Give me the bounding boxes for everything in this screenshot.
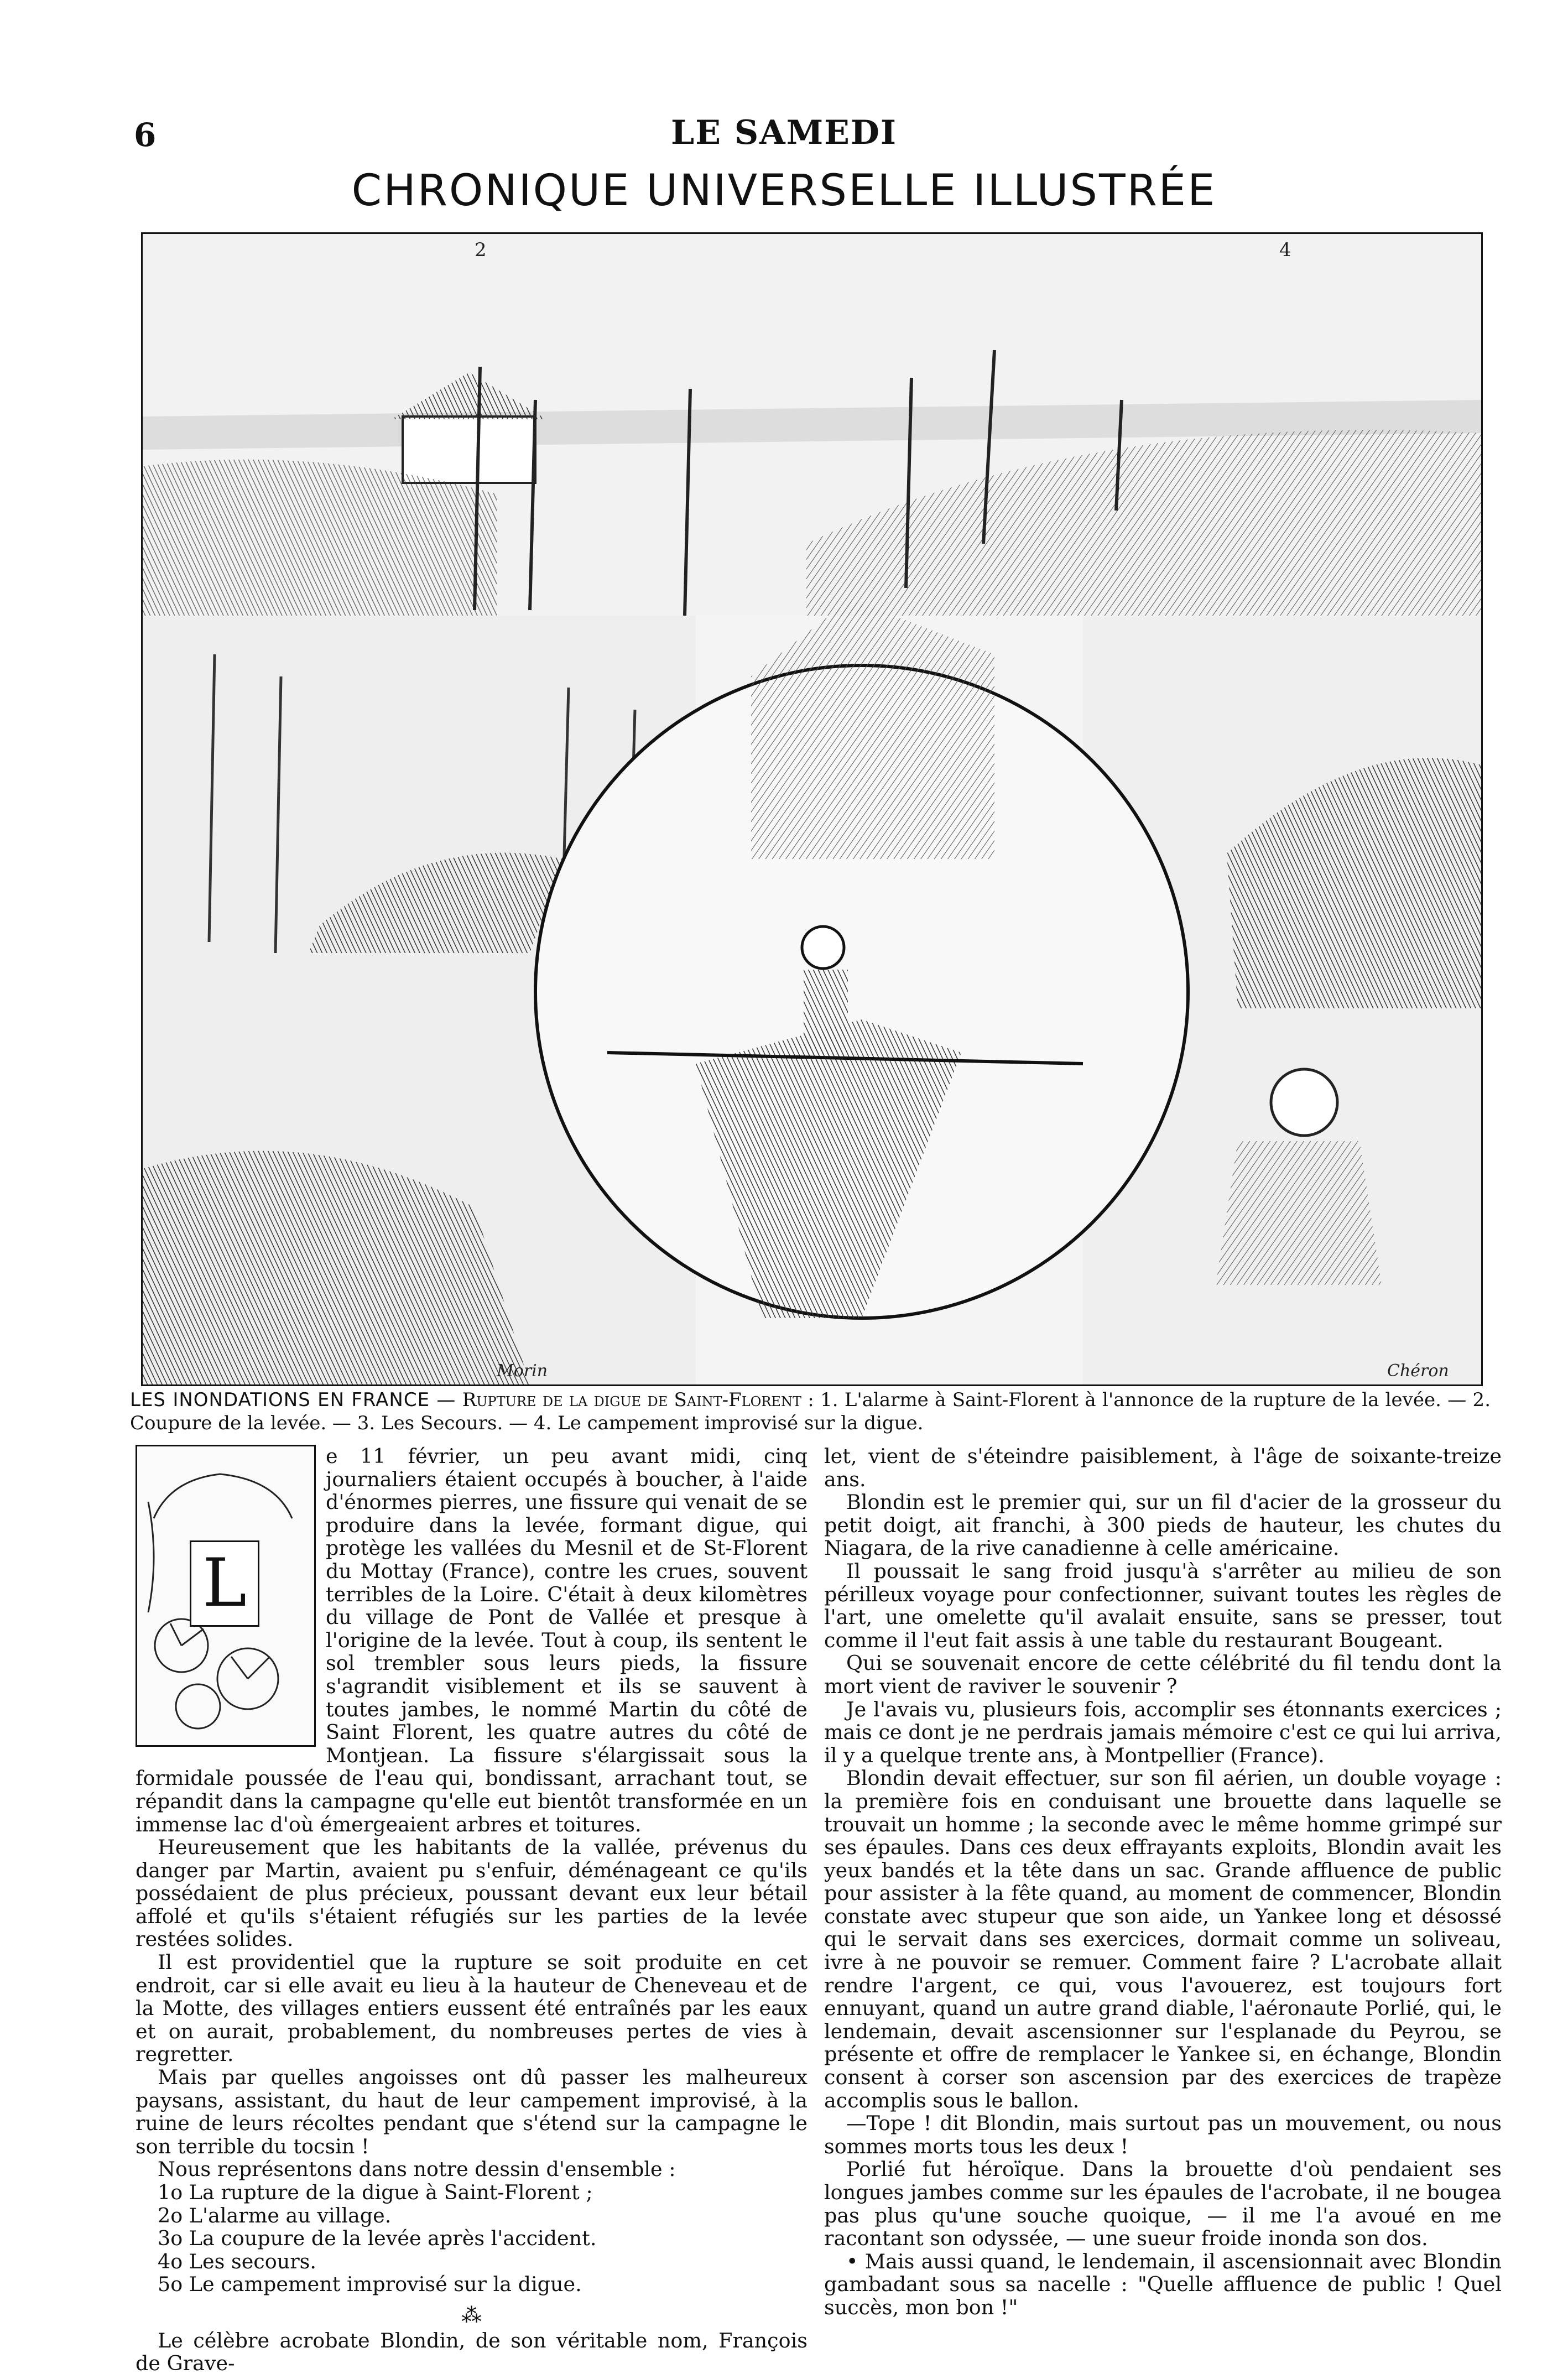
paragraph: Blondin devait effectuer, sur son fil aérien, un double voyage : la première fois en conduisant une brouette dans laquelle se trouvait un homme ; la seconde avec le même homme grimpé sur ses épaules. Dans ces deux effrayants exploits, Blondin avait les yeux bandés et la tête dans un sac. Grande affluence de public pour assister à la fête quand, au moment de commencer, Blondin constate avec stupeur que son aide, un Yankee long et désossé qui le servait dans ses exercices, dormait comme un soliveau, ivre à ne pouvoir se remuer. Comment faire ? L'acrobate allait rendre l'argent, ce qui, vous l'avouerez, est toujours fort ennuyant, quand un autre grand diable, l'aéronaute Porlié, qui, le lendemain, devait ascensionner sur l'esplanade du Peyrou, se présente et offre de remplacer le Yankee si, en échange, Blondin consent à corser son ascension par des exercices de trapèze accomplis sous le ballon. bbox=[824, 1766, 1502, 2112]
article-column-right bbox=[824, 1445, 1502, 2319]
paragraph: Blondin est le premier qui, sur un fil d'acier de la grosseur du petit doigt, ait franchi, à 300 pieds de hauteur, les chutes du Niagara, de la rive canadienne à celle américaine. bbox=[824, 1490, 1502, 1560]
list-item: 2o L'alarme au village. bbox=[158, 2203, 392, 2227]
masthead-subtitle: CHRONIQUE UNIVERSELLE ILLUSTRÉE bbox=[351, 166, 1217, 216]
paragraph: Qui se souvenait encore de cette célébrité du fil tendu dont la mort vient de raviver le souvenir ? bbox=[824, 1651, 1502, 1698]
boatman bbox=[804, 970, 848, 1064]
artist-signature-right: Chéron bbox=[1387, 1361, 1449, 1381]
article-column-left bbox=[136, 1445, 808, 2375]
flood-engraving bbox=[141, 232, 1483, 1386]
paragraph: Porlié fut héroïque. Dans la brouette d'où pendaient ses longues jambes comme sur les épaules de l'acrobate, il ne bougea pas plus qu'une souche quoique, — il me l'a avoué en me racontant son odyssée, — une sueur froide inonda son dos. bbox=[824, 2157, 1502, 2251]
engraving-illustration bbox=[143, 234, 1481, 1384]
illustration-caption bbox=[130, 1388, 1491, 1435]
section-separator: ⁂ bbox=[461, 2303, 482, 2327]
dropcap-letter: L bbox=[190, 1540, 259, 1627]
ornamental-dropcap bbox=[136, 1445, 316, 1747]
panel-label-2: 2 bbox=[475, 239, 487, 261]
paragraph: Il est providentiel que la rupture se soit produite en cet endroit, car si elle avait eu lieu à la hauteur de Cheneveau et de la Motte, des villages entiers eussent été entraînés par les eaux et on aurait, probablement, du nombreuses pertes de vies à regretter. bbox=[136, 1950, 808, 2066]
paragraph: Je l'avais vu, plusieurs fois, accomplir ses étonnants exercices ; mais ce dont je ne perdrais jamais mémoire c'est ce qui lui arriva, il y a quelque trente ans, à Montpellier (France). bbox=[824, 1697, 1502, 1767]
paragraph: Il poussait le sang froid jusqu'à s'arrêter au milieu de son périlleux voyage pour confectionner, suivant toutes les règles de l'art, une omelette qu'il avalait ensuite, sans se presser, tout comme il l'eut fait assis à une table du restaurant Bougeant. bbox=[824, 1559, 1502, 1652]
list-item: 4o Les secours. bbox=[158, 2249, 317, 2273]
page-number: 6 bbox=[134, 116, 157, 154]
village-house bbox=[403, 417, 535, 483]
paragraph: e 11 février, un peu avant midi, cinq journaliers étaient occupés à boucher, à l'aide d'énormes pierres, une fissure qui venait de se produire dans la levée, formant digue, qui protège les vallées du Mesnil et de St-Florent du Mottay (France), contre les crues, souvent terribles de la Loire. C'était à deux kilomètres du village de Pont de Vallée et presque à l'origine de la levée. Tout à coup, ils sentent le sol trembler sous leurs pieds, la fissure s'agrandit visiblement et ils se sauvent à toutes jambes, le nommé Martin du côté de Saint Florent, les quatre autres du côté de Montjean. La fissure s'élargissait sous la formidale poussée de l'eau qui, bondissant, arrachant tout, se répandit dans la campagne qu'elle eut bientôt transformée en un immense lac d'où émergeaient arbres et toitures. bbox=[136, 1444, 808, 1836]
panel-label-4: 4 bbox=[1279, 239, 1291, 261]
caption-lead: LES INONDATIONS EN FRANCE — bbox=[130, 1389, 456, 1411]
paragraph: let, vient de s'éteindre paisiblement, à l'âge de soixante-treize ans. bbox=[824, 1444, 1502, 1491]
artist-signature-left: Morin bbox=[497, 1361, 548, 1381]
paragraph: —Tope ! dit Blondin, mais surtout pas un mouvement, ou nous sommes morts tous les deux ! bbox=[824, 2111, 1502, 2158]
paragraph: Le célèbre acrobate Blondin, de son véritable nom, François de Grave- bbox=[136, 2328, 808, 2376]
paragraph: Mais par quelles angoisses ont dû passer les malheureux paysans, assistant, du haut de leur campement improvisé, à la ruine de leurs récoltes pendant que s'étend sur la campagne le son terrible du tocsin ! bbox=[136, 2065, 808, 2158]
villagers-crowd bbox=[143, 460, 497, 616]
flooded-house bbox=[751, 599, 994, 859]
paragraph: • Mais aussi quand, le lendemain, il ascensionnait avec Blondin gambadant sous sa nacelle : "Quelle affluence de public ! Quel succès, mon bon !" bbox=[824, 2249, 1502, 2319]
caption-title: Rupture de la digue de Saint-Florent : bbox=[462, 1389, 814, 1411]
paragraph: Heureusement que les habitants de la vallée, prévenus du danger par Martin, avaient pu s'enfuir, déménageant ce qu'ils possédaient de plus précieux, poussant devant eux leur bétail affolé et qu'ils s'étaient réfugiés sur les parties de la levée restées solides. bbox=[136, 1835, 808, 1951]
paragraph: Nous représentons dans notre dessin d'ensemble : bbox=[158, 2157, 676, 2182]
list-item: 1o La rupture de la digue à Saint-Florent ; bbox=[158, 2180, 593, 2204]
list-item: 3o La coupure de la levée après l'accident. bbox=[158, 2226, 597, 2251]
list-item: 5o Le campement improvisé sur la digue. bbox=[158, 2272, 582, 2297]
illustration-key-list bbox=[136, 2181, 808, 2296]
masthead-title: LE SAMEDI bbox=[671, 113, 897, 152]
caption-text: 1. L'alarme à Saint-Florent à l'annonce de la rupture de la levée. — 2. Coupure de la levée. — 3. Les Secours. — 4. Le campement improvisé sur la digue. bbox=[130, 1389, 1491, 1434]
